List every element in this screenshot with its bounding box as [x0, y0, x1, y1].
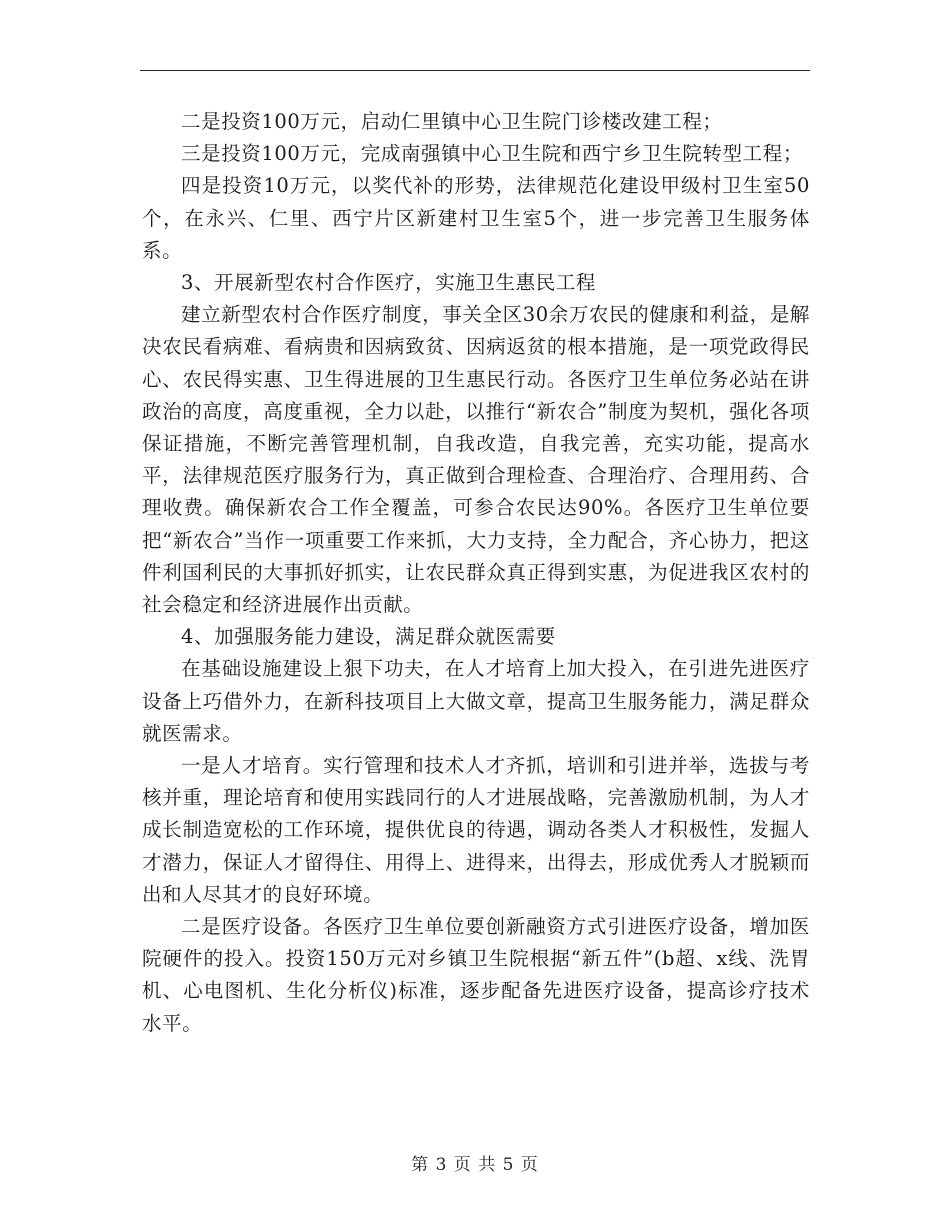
header-rule — [140, 70, 810, 71]
paragraph-7: 二是医疗设备。各医疗卫生单位要创新融资方式引进医疗设备，增加医院硬件的投入。投资150万元对乡镇卫生院根据“新五件”(b超、x线、洗胃机、心电图机、生化分析仪)标准，逐步配备先进医疗设备，提高诊疗技术水平。 — [142, 915, 810, 1035]
paragraph-5: 在基础设施建设上狠下功夫，在人才培育上加大投入，在引进先进医疗设备上巧借外力，在新科技项目上大做文章，提高卫生服务能力，满足群众就医需求。 — [142, 657, 810, 745]
section-heading-4: 4、加强服务能力建设，满足群众就医需要 — [181, 625, 556, 649]
paragraph-1: 二是投资100万元，启动仁里镇中心卫生院门诊楼改建工程； — [181, 110, 723, 133]
paragraph-2: 三是投资100万元，完成南强镇中心卫生院和西宁乡卫生院转型工程； — [181, 142, 803, 166]
paragraph-6: 一是人才培育。实行管理和技术人才齐抓，培训和引进并举，选拔与考核并重，理论培育和使用实践同行的人才进展战略，完善激励机制，为人才成长制造宽松的工作环境，提供优良的待遇，调动各类人才积极性，发掘人才潜力，保证人才留得住、用得上、进得来，出得去，形成优秀人才脱颖而出和人尽其才的良好环境。 — [142, 754, 810, 906]
paragraph-4: 建立新型农村合作医疗制度，事关全区30余万农民的健康和利益，是解决农民看病难、看病贵和因病致贫、因病返贫的根本措施，是一项党政得民心、农民得实惠、卫生得进展的卫生惠民行动。各医疗卫生单位务必站在讲政治的高度，高度重视，全力以赴，以推行“新农合”制度为契机，强化各项保证措施，不断完善管理机制，自我改造，自我完善，充实功能，提高水平，法律规范医疗服务行为，真正做到合理检查、合理治疗、合理用药、合理收费。确保新农合工作全覆盖，可参合农民达90%。各医疗卫生单位要把“新农合”当作一项重要工作来抓，大力支持，全力配合，齐心协力，把这件利国利民的大事抓好抓实，让农民群众真正得到实惠，为促进我区农村的社会稳定和经济进展作出贡献。 — [142, 303, 811, 617]
section-heading-3: 3、开展新型农村合作医疗，实施卫生惠民工程 — [181, 271, 597, 295]
paragraph-3: 四是投资10万元，以奖代补的形势，法律规范化建设甲级村卫生室50个，在永兴、仁里、西宁片区新建村卫生室5个，进一步完善卫生服务体系。 — [142, 174, 810, 262]
document-body — [142, 106, 810, 1040]
page-number-footer: 第 3 页 共 5 页 — [411, 1155, 539, 1175]
